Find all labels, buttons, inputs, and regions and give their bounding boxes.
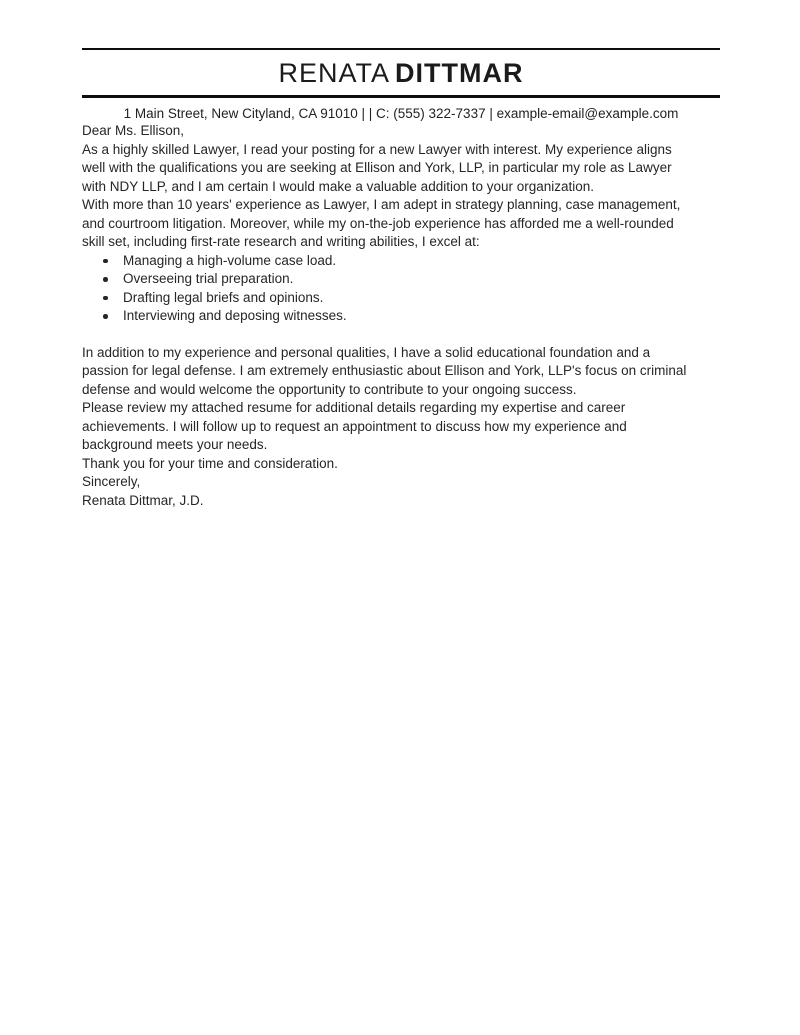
- valediction: Sincerely,: [82, 474, 141, 489]
- skills-bullet-list: [82, 252, 722, 326]
- bullet-item: Managing a high-volume case load.: [82, 252, 722, 271]
- bullet-item: Interviewing and deposing witnesses.: [82, 307, 722, 326]
- text-line: As a highly skilled Lawyer, I read your posting for a new Lawyer with interest. My experience aligns: [82, 141, 672, 157]
- paragraph-experience: [82, 196, 722, 252]
- paragraph-intro: [82, 141, 722, 197]
- contact-line: 1 Main Street, New Cityland, CA 91010 | | C: (555) 322-7337 | example-email@example.com: [123, 106, 679, 121]
- text-line: and courtroom litigation. Moreover, while my on-the-job experience has afforded me a well-rounded: [82, 215, 674, 231]
- text-line: In addition to my experience and personal qualities, I have a solid educational foundation and a: [82, 344, 651, 360]
- header-rule-top: [82, 48, 720, 50]
- paragraph-followup: [82, 399, 722, 455]
- text-line: With more than 10 years' experience as Lawyer, I am adept in strategy planning, case management,: [82, 197, 681, 212]
- text-line: skill set, including first-rate research and writing abilities, I excel at:: [82, 234, 480, 249]
- closing-thanks: Thank you for your time and consideration.: [82, 455, 338, 471]
- applicant-first-name: RENATA: [278, 58, 391, 88]
- header-rule-bottom: [82, 95, 720, 98]
- applicant-last-name: DITTMAR: [395, 58, 524, 88]
- salutation: Dear Ms. Ellison,: [82, 123, 185, 138]
- text-line: passion for legal defense. I am extremely enthusiastic about Ellison and York, LLP's focus on criminal: [82, 363, 687, 378]
- signature-name: Renata Dittmar, J.D.: [82, 492, 204, 508]
- bullet-item: Drafting legal briefs and opinions.: [82, 289, 722, 308]
- text-line: defense and would welcome the opportunity to contribute to your ongoing success.: [82, 381, 577, 397]
- text-line: Please review my attached resume for additional details regarding my expertise and career: [82, 400, 626, 415]
- paragraph-education: [82, 344, 722, 400]
- text-line: well with the qualifications you are seeking at Ellison and York, LLP, in particular my role as Lawyer: [82, 160, 672, 175]
- text-line: with NDY LLP, and I am certain I would make a valuable addition to your organization.: [82, 178, 595, 194]
- text-line: background meets your needs.: [82, 437, 268, 452]
- letter-body: [0, 122, 800, 510]
- letterhead: [0, 0, 800, 122]
- bullet-item: Overseeing trial preparation.: [82, 270, 722, 289]
- applicant-name: [82, 57, 720, 89]
- text-line: achievements. I will follow up to request an appointment to discuss how my experience and: [82, 418, 627, 434]
